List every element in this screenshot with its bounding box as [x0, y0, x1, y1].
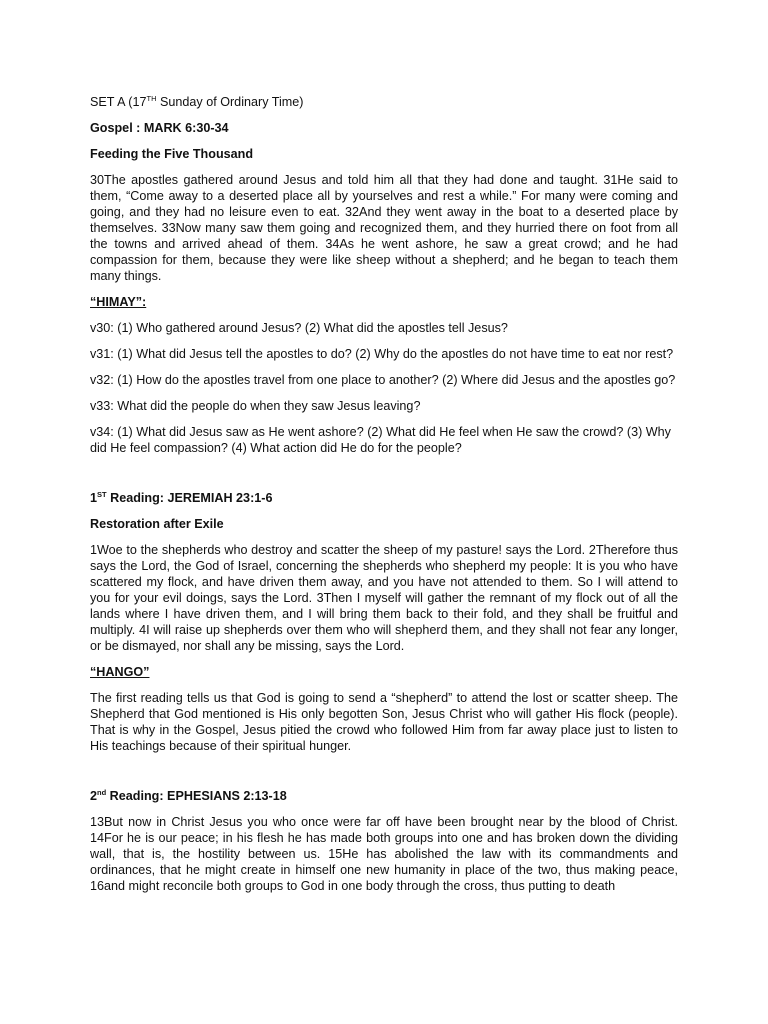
- first-reading-sup: ST: [97, 489, 107, 499]
- himay-questions: [90, 320, 678, 456]
- first-reading-title-rest: Reading: JEREMIAH 23:1-6: [106, 491, 273, 505]
- section-spacer: [90, 466, 678, 490]
- second-reading-title: [90, 788, 678, 804]
- section-spacer-2: [90, 764, 678, 788]
- hango-label: “HANGO”: [90, 665, 150, 679]
- hango-text: The first reading tells us that God is going to send a “shepherd” to attend the lost or scatter sheep. The Shepherd that God mentioned is His only begotten Son, Jesus Christ who will gather His flock (people). That is why in the Gospel, Jesus pitied the crowd who followed Him from far away place just to listen to His teachings because of their spiritual hunger.: [90, 691, 678, 753]
- first-reading-num: 1: [90, 491, 98, 505]
- question-v30: v30: (1) Who gathered around Jesus? (2) What did the apostles tell Jesus?: [90, 321, 508, 335]
- himay-label: “HIMAY”:: [90, 295, 147, 309]
- question-v34: v34: (1) What did Jesus saw as He went ashore? (2) What did He feel when He saw the crowd? (3) Why did He feel compassion? (4) What action did He do for the people?: [90, 425, 671, 455]
- first-reading-title: [90, 490, 678, 506]
- second-reading-title-rest: Reading: EPHESIANS 2:13-18: [106, 789, 287, 803]
- set-header-suffix: Sunday of Ordinary Time): [156, 95, 304, 109]
- question-v33: v33: What did the people do when they saw Jesus leaving?: [90, 399, 421, 413]
- gospel-text: 30The apostles gathered around Jesus and told him all that they had done and taught. 31He said to them, “Come away to a deserted place all by yourselves and rest a while.” For many were coming and going, and they had no leisure even to eat. 32And they went away in the boat to a deserted place by themselves. 33Now many saw them going and recognized them, and they hurried there on foot from all the towns and arrived ahead of them. 34As he went ashore, he saw a great crowd; and he had compassion for them, because they were like sheep without a shepherd; and he began to teach them many things.: [90, 173, 678, 283]
- first-reading-subtitle: Restoration after Exile: [90, 517, 224, 531]
- gospel-subtitle: Feeding the Five Thousand: [90, 147, 254, 161]
- question-v32: v32: (1) How do the apostles travel from one place to another? (2) Where did Jesus and the apostles go?: [90, 373, 676, 387]
- second-reading-num: 2: [90, 789, 98, 803]
- second-reading-text: 13But now in Christ Jesus you who once were far off have been brought near by the blood of Christ. 14For he is our peace; in his flesh he has made both groups into one and has broken down the dividing wall, that is, the hostility between us. 15He has abolished the law with its commandments and ordinances, that he might create in himself one new humanity in place of the two, thus making peace, 16and might reconcile both groups to God in one body through the cross, thus putting to death: [90, 815, 678, 893]
- set-header: [90, 94, 678, 110]
- gospel-title: Gospel : MARK 6:30-34: [90, 121, 229, 135]
- set-header-sup: TH: [146, 93, 157, 103]
- first-reading-text: 1Woe to the shepherds who destroy and scatter the sheep of my pasture! says the Lord. 2Therefore thus says the Lord, the God of Israel, concerning the shepherds who shepherd my people: It is you who have scattered my flock, and have driven them away, and you have not attended to them. So I will attend to you for your evil doings, says the Lord. 3Then I myself will gather the remnant of my flock out of all the lands where I have driven them, and I will bring them back to their fold, and they shall be fruitful and multiply. 4I will raise up shepherds over them who will shepherd them, and they shall not fear any longer, or be dismayed, nor shall any be missing, says the Lord.: [90, 543, 678, 653]
- set-header-prefix: SET A (17: [90, 95, 147, 109]
- second-reading-sup: nd: [97, 787, 107, 797]
- question-v31: v31: (1) What did Jesus tell the apostles to do? (2) Why do the apostles do not have time to eat nor rest?: [90, 347, 674, 361]
